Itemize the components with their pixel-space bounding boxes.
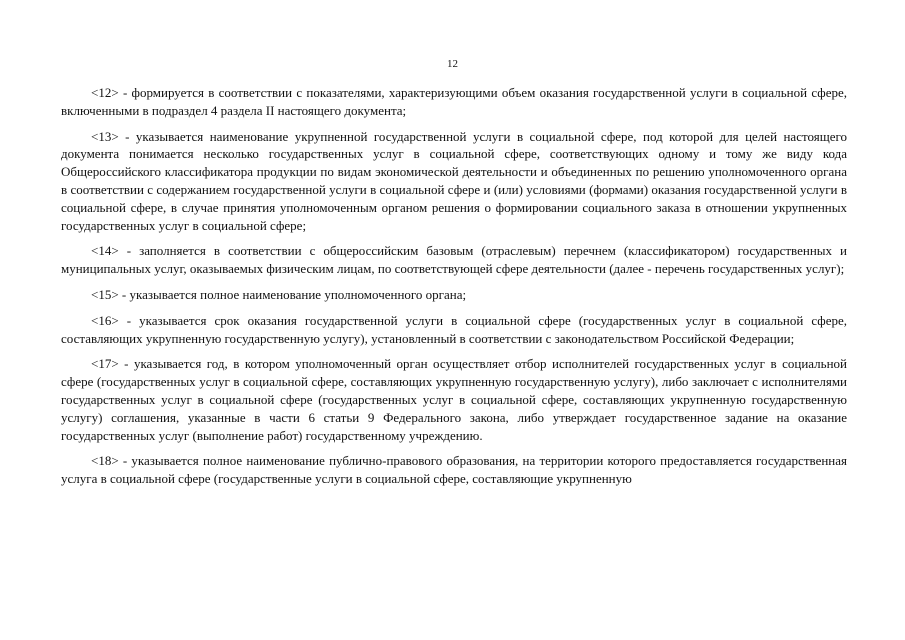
footnote-ref: <16>	[91, 312, 119, 328]
footnote-text: - указывается год, в котором уполномоченный орган осуществляет отбор исполнителей государственных услуг в социальной сфере (государственных услуг в социальной сфере, составляющих укрупненную государственную услугу), либо заключает с исполнителями государственных услуг в социальной сфере (государственных услуг в социальной сфере, составляющих укрупненную государственную услугу) соглашения, указанные в части 6 статьи 9 Федерального закона, либо утверждает государственное задание на оказание государственных услуг (выполнение работ) государственному учреждению.	[61, 356, 847, 443]
footnote-17	[61, 355, 847, 444]
footnote-ref: <17>	[91, 356, 119, 372]
footnote-ref: <12>	[91, 85, 119, 100]
footnote-ref: <14>	[91, 243, 119, 259]
footnote-12	[61, 84, 847, 120]
footnote-text: - формируется в соответствии с показателями, характеризующими объем оказания государственной услуги в социальной сфере, включенными в подраздел 4 раздела II настоящего документа;	[61, 85, 847, 118]
footnote-18	[61, 452, 847, 488]
footnote-ref: <13>	[91, 128, 119, 144]
footnote-text: - указывается полное наименование уполномоченного органа;	[118, 286, 467, 302]
footnote-14	[61, 242, 847, 278]
footnote-15	[61, 286, 847, 304]
footnote-text: - указывается полное наименование публично-правового образования, на территории которого предоставляется государственная услуга в социальной сфере (государственные услуги в социальной сфере, составляющие укрупненную	[61, 453, 847, 487]
page-number: 12	[447, 58, 458, 70]
footnote-13	[61, 128, 847, 235]
footnote-ref: <15>	[91, 286, 119, 302]
footnote-text: - указывается срок оказания государственной услуги в социальной сфере (государственных услуг в социальной сфере, составляющих укрупненную государственную услугу), установленный в соответствии с законодательством Российской Федерации;	[61, 312, 847, 346]
footnote-ref: <18>	[91, 453, 119, 469]
footnote-text: - указывается наименование укрупненной государственной услуги в социальной сфере, под которой для целей настоящего документа понимается несколько государственных услуг в социальной сфере, соответствующих одному и тому же виду кода Общероссийского классификатора продукции по видам экономической деятельности и объединенных по решению уполномоченного органа в соответствии с содержанием государственной услуги в социальной сфере и (или) условиями (формами) оказания государственной услуги в социальной сфере, в случае принятия уполномоченным органом решения о формировании социального заказа в отношении укрупненных государственных услуг в социальной сфере;	[61, 128, 847, 233]
document-body	[61, 84, 847, 496]
footnote-16	[61, 312, 847, 348]
footnote-text: - заполняется в соответствии с общероссийским базовым (отраслевым) перечнем (классификатором) государственных и муниципальных услуг, оказываемых физическим лицам, по соответствующей сфере деятельности (далее - перечень государственных услуг);	[61, 243, 847, 277]
